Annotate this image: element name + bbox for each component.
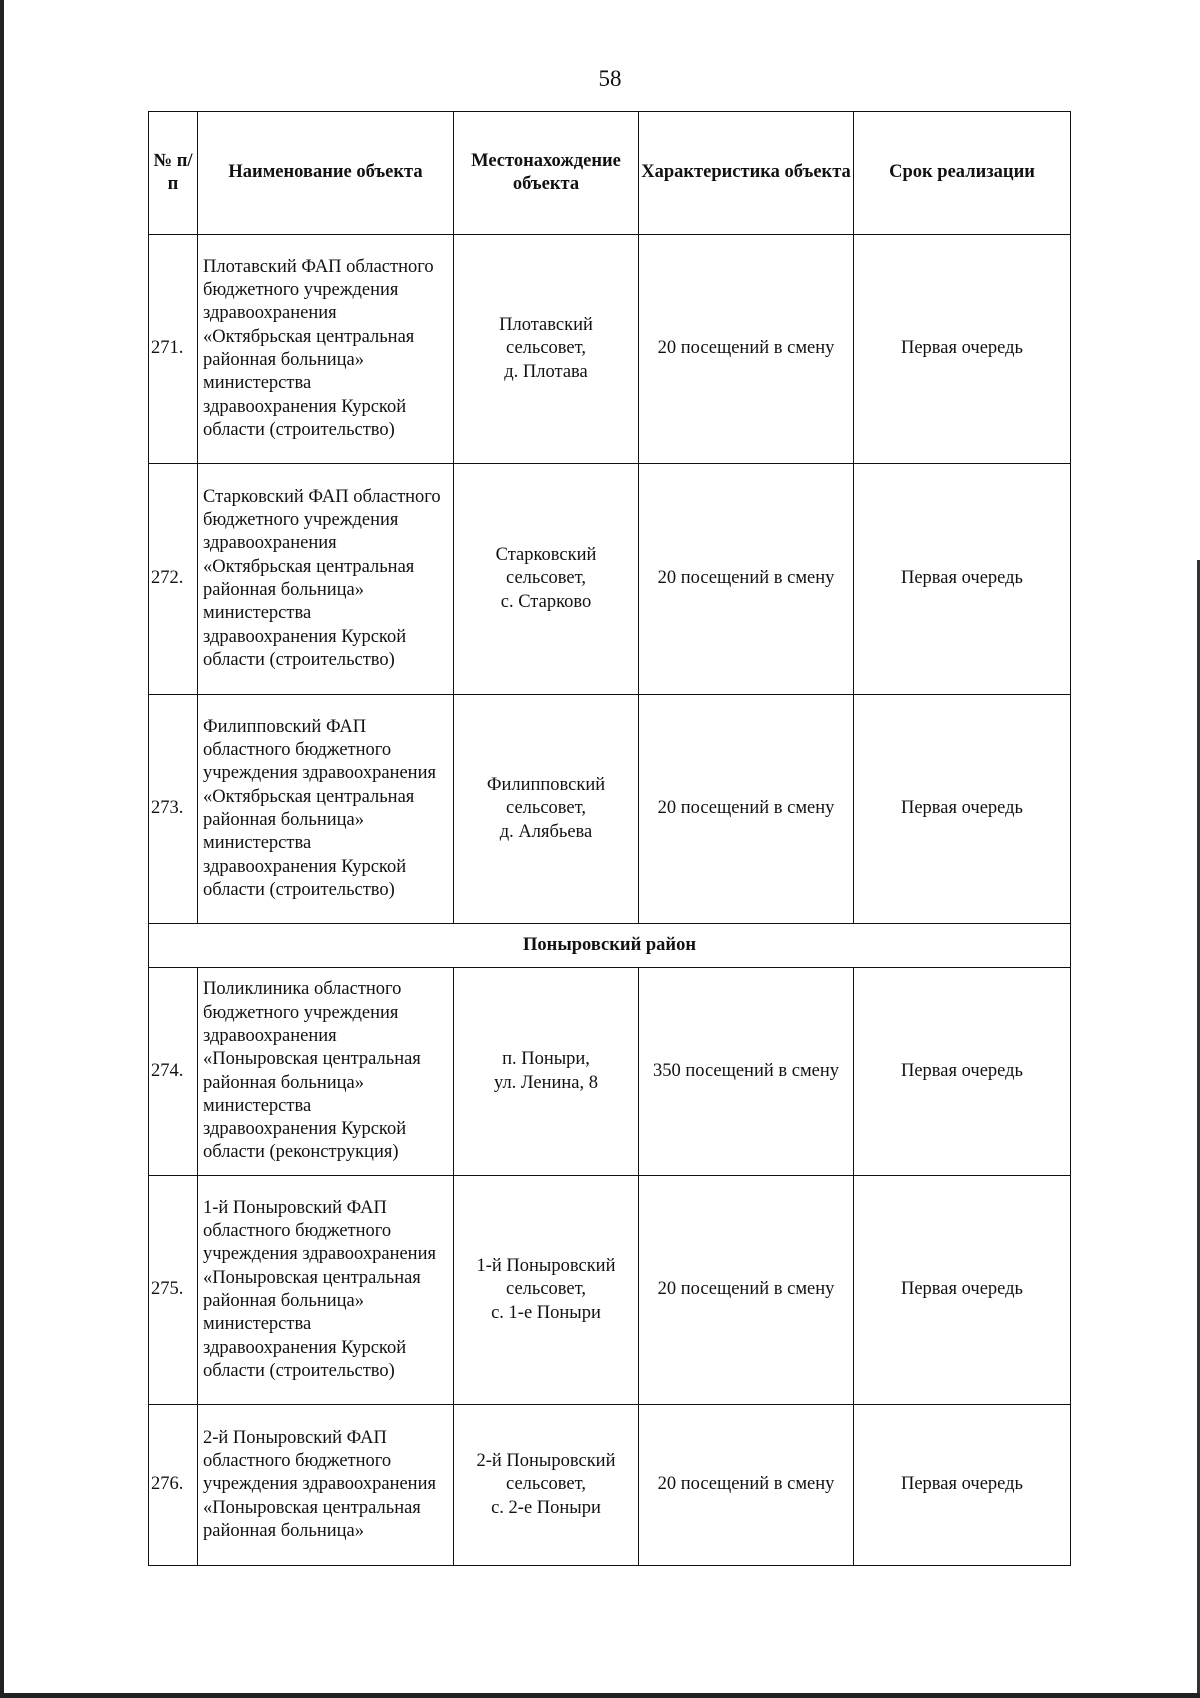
object-characteristic: 350 посещений в смену [639, 968, 854, 1176]
object-location [454, 1405, 639, 1566]
object-characteristic: 20 посещений в смену [639, 1405, 854, 1566]
object-name: Плотавский ФАП областного бюджетного учреждения здравоохранения «Октябрьская центральная районная больница» министерства здравоохранения Курской области (строительство) [198, 235, 454, 464]
object-location [454, 968, 639, 1176]
scan-edge-left [0, 0, 4, 1698]
object-location [454, 464, 639, 695]
row-number: 273. [149, 695, 198, 924]
district-heading: Поныровский район [149, 924, 1071, 968]
row-number: 274. [149, 968, 198, 1176]
location-line: ул. Ленина, 8 [494, 1072, 598, 1093]
location-line: сельсовет, [506, 798, 586, 819]
location-line: Филипповский [486, 775, 606, 796]
object-term: Первая очередь [854, 695, 1071, 924]
object-characteristic: 20 посещений в смену [639, 695, 854, 924]
location-line: п. Поныри, [502, 1049, 590, 1070]
object-characteristic: 20 посещений в смену [639, 1176, 854, 1405]
location-line: с. Старково [500, 591, 592, 612]
objects-table [148, 111, 1071, 1566]
location-line: д. Плотава [504, 361, 588, 382]
table-row [149, 1405, 1071, 1566]
header-num: № п/п [149, 112, 198, 235]
location-line: д. Алябьева [499, 821, 593, 842]
location-line: 1-й Поныровский [476, 1256, 616, 1277]
scan-edge-bottom [0, 1693, 1200, 1698]
row-number: 271. [149, 235, 198, 464]
location-line: 2-й Поныровский [476, 1451, 616, 1472]
table-row [149, 464, 1071, 695]
location-line: сельсовет, [506, 568, 586, 589]
object-name: Поликлиника областного бюджетного учреждения здравоохранения «Поныровская центральная районная больница» министерства здравоохранения Курской области (реконструкция) [198, 968, 454, 1176]
table-header-row [149, 112, 1071, 235]
table-row [149, 1176, 1071, 1405]
object-characteristic: 20 посещений в смену [639, 235, 854, 464]
object-name: Старковский ФАП областного бюджетного учреждения здравоохранения «Октябрьская центральная районная больница» министерства здравоохранения Курской области (строительство) [198, 464, 454, 695]
location-line: сельсовет, [506, 338, 586, 359]
object-term: Первая очередь [854, 235, 1071, 464]
row-number: 275. [149, 1176, 198, 1405]
object-term: Первая очередь [854, 1176, 1071, 1405]
table-row [149, 235, 1071, 464]
header-characteristic: Характеристика объекта [639, 112, 854, 235]
location-line: сельсовет, [506, 1279, 586, 1300]
header-name: Наименование объекта [198, 112, 454, 235]
header-term: Срок реализации [854, 112, 1071, 235]
location-line: сельсовет, [506, 1474, 586, 1495]
object-term: Первая очередь [854, 1405, 1071, 1566]
location-line: с. 2-е Поныри [491, 1497, 601, 1518]
object-name: 2-й Поныровский ФАП областного бюджетного учреждения здравоохранения «Поныровская центральная районная больница» [198, 1405, 454, 1566]
object-term: Первая очередь [854, 968, 1071, 1176]
table-row [149, 968, 1071, 1176]
page-number: 58 [598, 66, 622, 91]
header-location: Местонахождение объекта [454, 112, 639, 235]
district-row [149, 924, 1071, 968]
object-name: Филипповский ФАП областного бюджетного учреждения здравоохранения «Октябрьская центральная районная больница» министерства здравоохранения Курской области (строительство) [198, 695, 454, 924]
row-number: 276. [149, 1405, 198, 1566]
row-number: 272. [149, 464, 198, 695]
object-location [454, 1176, 639, 1405]
location-line: Старковский [495, 545, 597, 566]
location-line: Плотавский [499, 315, 593, 336]
table-row [149, 695, 1071, 924]
object-name: 1-й Поныровский ФАП областного бюджетного учреждения здравоохранения «Поныровская центральная районная больница» министерства здравоохранения Курской области (строительство) [198, 1176, 454, 1405]
object-location [454, 235, 639, 464]
object-characteristic: 20 посещений в смену [639, 464, 854, 695]
location-line: с. 1-е Поныри [491, 1302, 601, 1323]
object-term: Первая очередь [854, 464, 1071, 695]
object-location [454, 695, 639, 924]
